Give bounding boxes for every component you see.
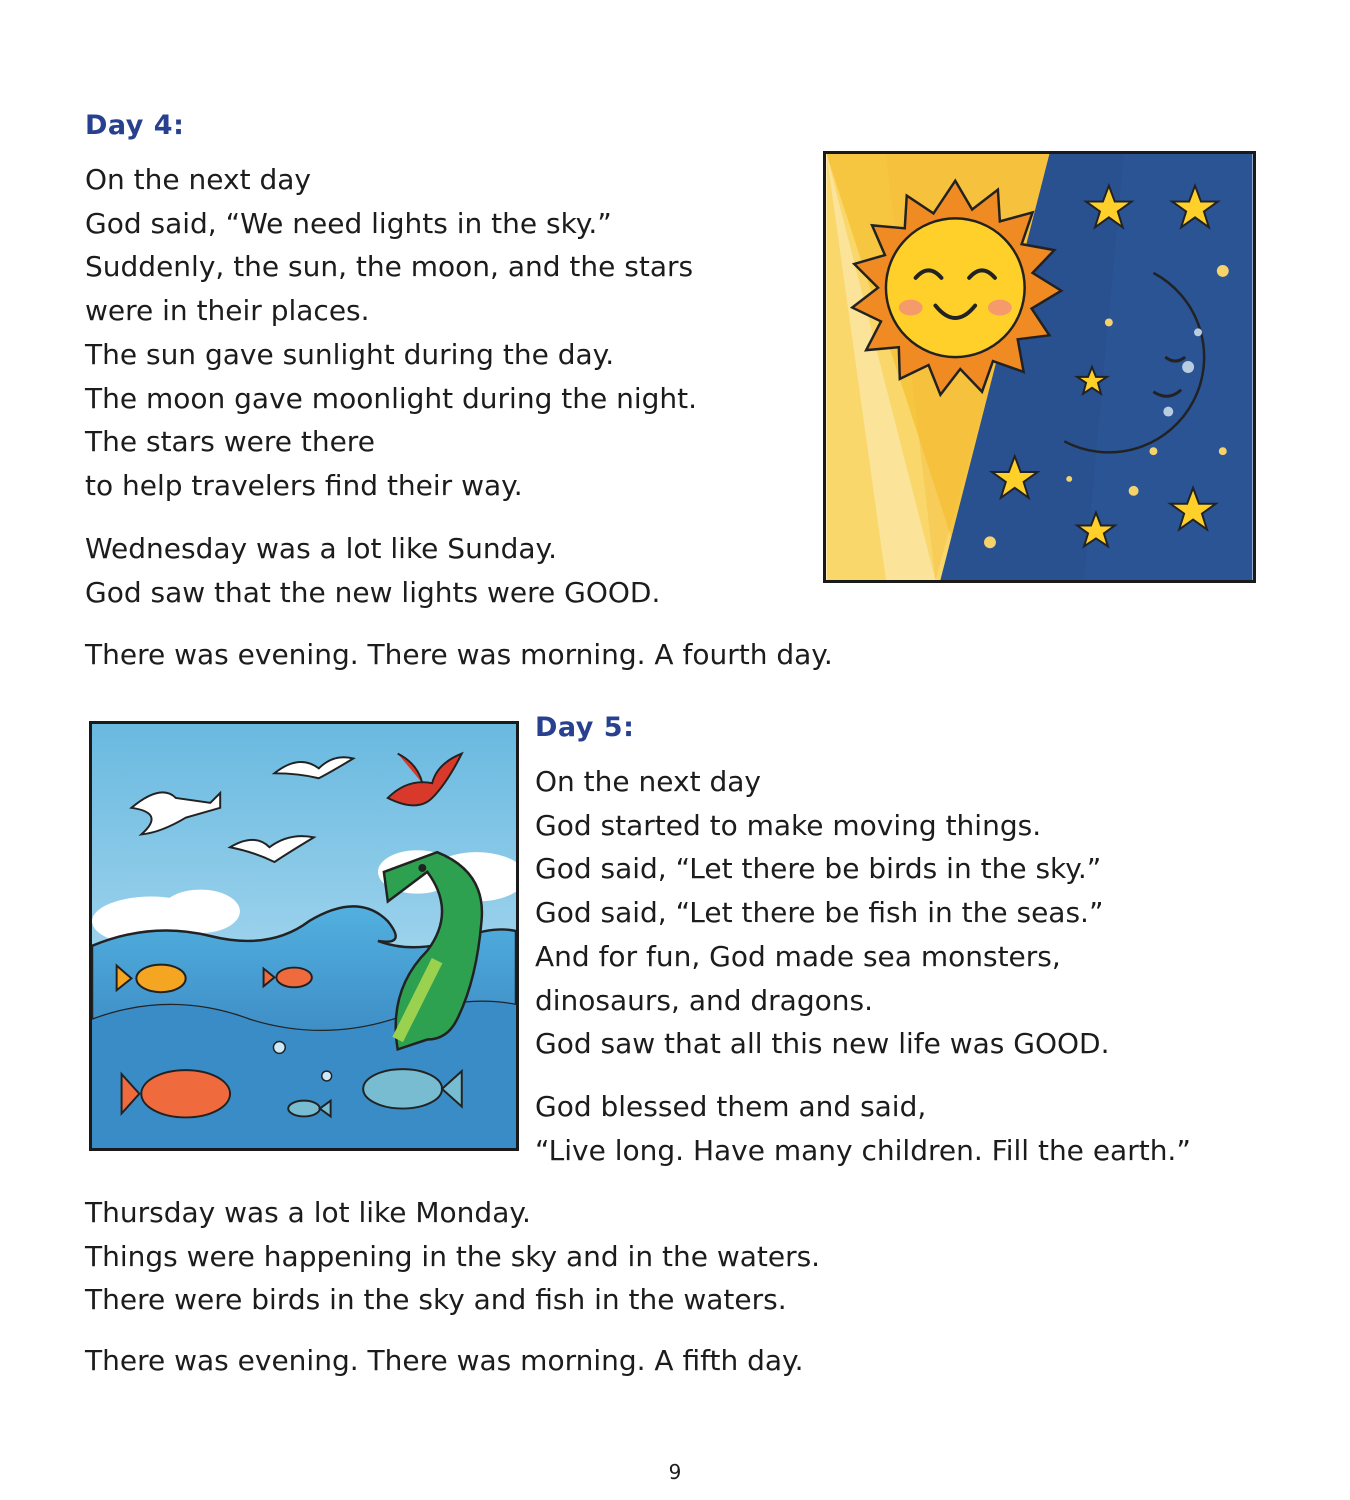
day4-heading: Day 4:	[85, 110, 185, 141]
day4-text-2	[85, 527, 660, 614]
text-line: were in their places.	[85, 294, 370, 328]
day4-closing: There was evening. There was morning. A fourth day.	[85, 638, 833, 671]
text-line: God blessed them and said,	[535, 1090, 927, 1123]
text-line: God said, “We need lights in the sky.”	[85, 206, 612, 240]
text-line: The moon gave moonlight during the night.	[85, 381, 698, 415]
text-line: On the next day	[85, 163, 311, 196]
day5-closing: There was evening. There was morning. A fifth day.	[85, 1344, 804, 1377]
text-line: Wednesday was a lot like Sunday.	[85, 532, 557, 565]
day5-heading: Day 5:	[535, 712, 635, 743]
text-line: Thursday was a lot like Monday.	[85, 1196, 531, 1229]
day5-blessing	[535, 1085, 1191, 1172]
text-line: God saw that all this new life was GOOD.	[535, 1027, 1110, 1061]
day4-text	[85, 158, 697, 508]
text-line: God saw that the new lights were GOOD.	[85, 575, 661, 609]
text-line: “Live long. Have many children. Fill the earth.”	[535, 1133, 1191, 1167]
day5-text-3	[85, 1191, 820, 1322]
text-line: On the next day	[535, 765, 761, 798]
text-line: God said, “Let there be fish in the seas.”	[535, 896, 1104, 930]
text-line: God started to make moving things.	[535, 808, 1042, 842]
text-line: The sun gave sunlight during the day.	[85, 337, 615, 371]
sea-image	[92, 724, 516, 1148]
text-line: Suddenly, the sun, the moon, and the stars	[85, 250, 694, 284]
text-line: to help travelers find their way.	[85, 468, 523, 502]
sea-creatures-illustration	[89, 721, 519, 1151]
sun-moon-image	[826, 154, 1253, 580]
sun-moon-illustration	[823, 151, 1256, 583]
page-number: 9	[668, 1460, 682, 1484]
text-line: The stars were there	[85, 425, 375, 459]
text-line: And for fun, God made sea monsters,	[535, 939, 1061, 973]
text-line: dinosaurs, and dragons.	[535, 983, 873, 1017]
text-line: Things were happening in the sky and in the waters.	[85, 1239, 821, 1273]
text-line: God said, “Let there be birds in the sky.”	[535, 852, 1102, 886]
text-line: There were birds in the sky and fish in the waters.	[85, 1283, 787, 1317]
day5-text	[535, 760, 1110, 1066]
